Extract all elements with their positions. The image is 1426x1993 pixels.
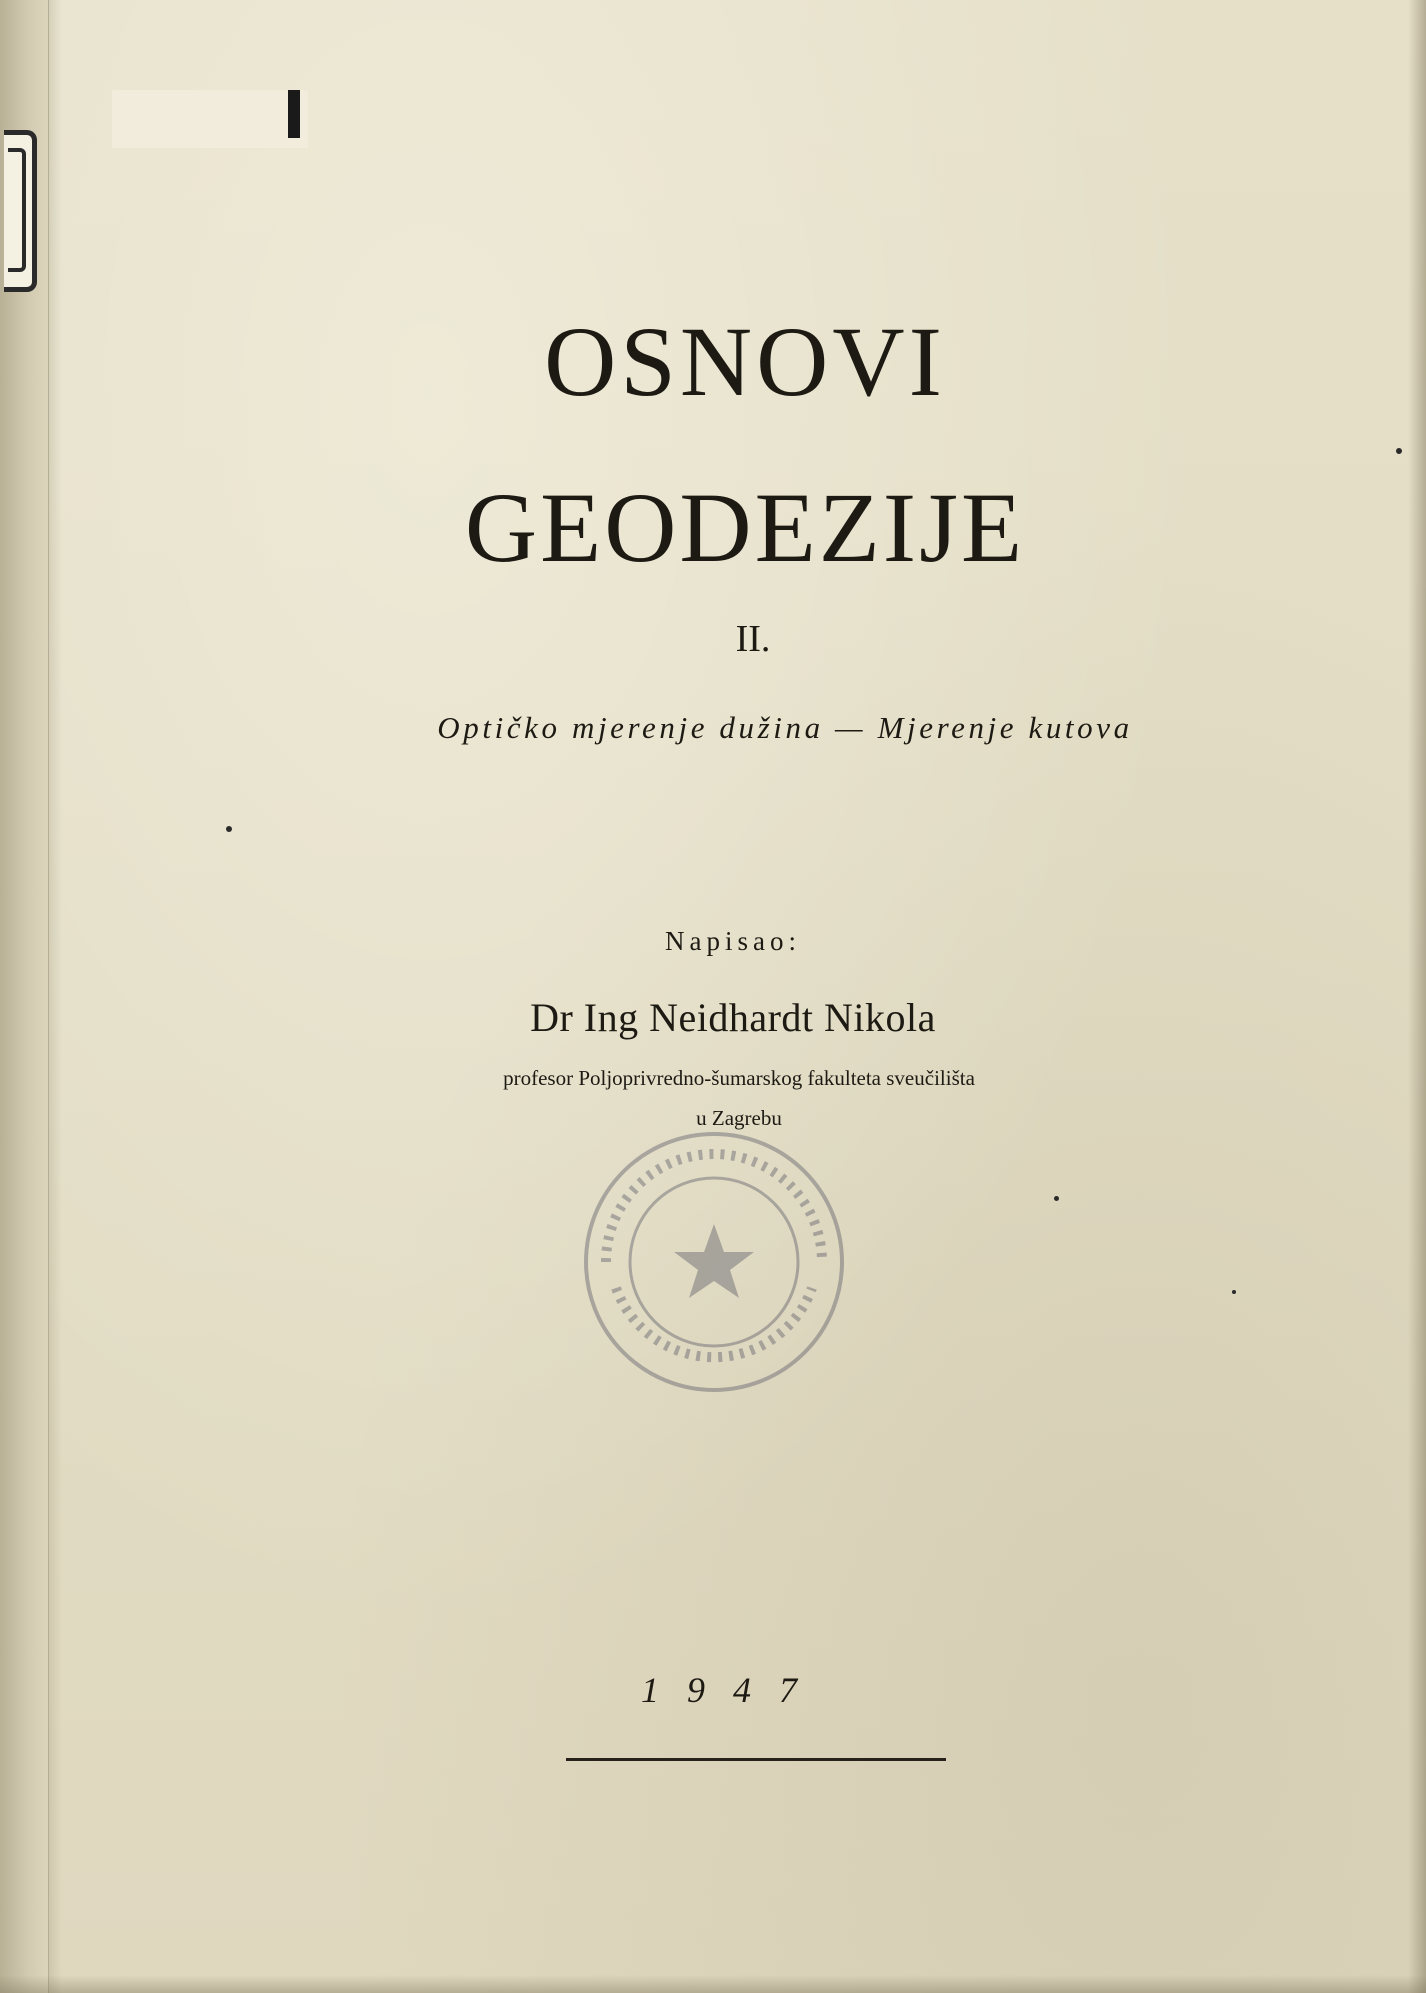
author-affiliation: profesor Poljoprivredno-šumarskog fakulteta sveučilišta: [503, 1066, 975, 1090]
publication-year: 1947: [641, 1670, 825, 1710]
subtitle: Optičko mjerenje dužina — Mjerenje kutova: [437, 710, 1133, 745]
volume-number: II.: [735, 618, 771, 660]
title-line-2: GEODEZIJE: [464, 472, 1026, 583]
divider-rule: [566, 1758, 946, 1761]
star-icon: [674, 1224, 754, 1298]
written-by-label: Napisao:: [665, 926, 801, 956]
paper-speck: [1232, 1290, 1236, 1294]
title-line-1: OSNOVI: [544, 306, 946, 417]
cover-edge-bottom: [0, 1975, 1426, 1993]
library-stamp: [580, 1128, 848, 1396]
sticker-mark: [288, 90, 300, 138]
library-sticker: [112, 90, 308, 148]
paper-speck: [226, 826, 232, 832]
author-city: u Zagrebu: [696, 1106, 782, 1130]
author-name: Dr Ing Neidhardt Nikola: [530, 995, 936, 1040]
binder-clip-inner: [8, 148, 26, 272]
paper-speck: [1396, 448, 1402, 454]
paper-speck: [1054, 1196, 1059, 1201]
